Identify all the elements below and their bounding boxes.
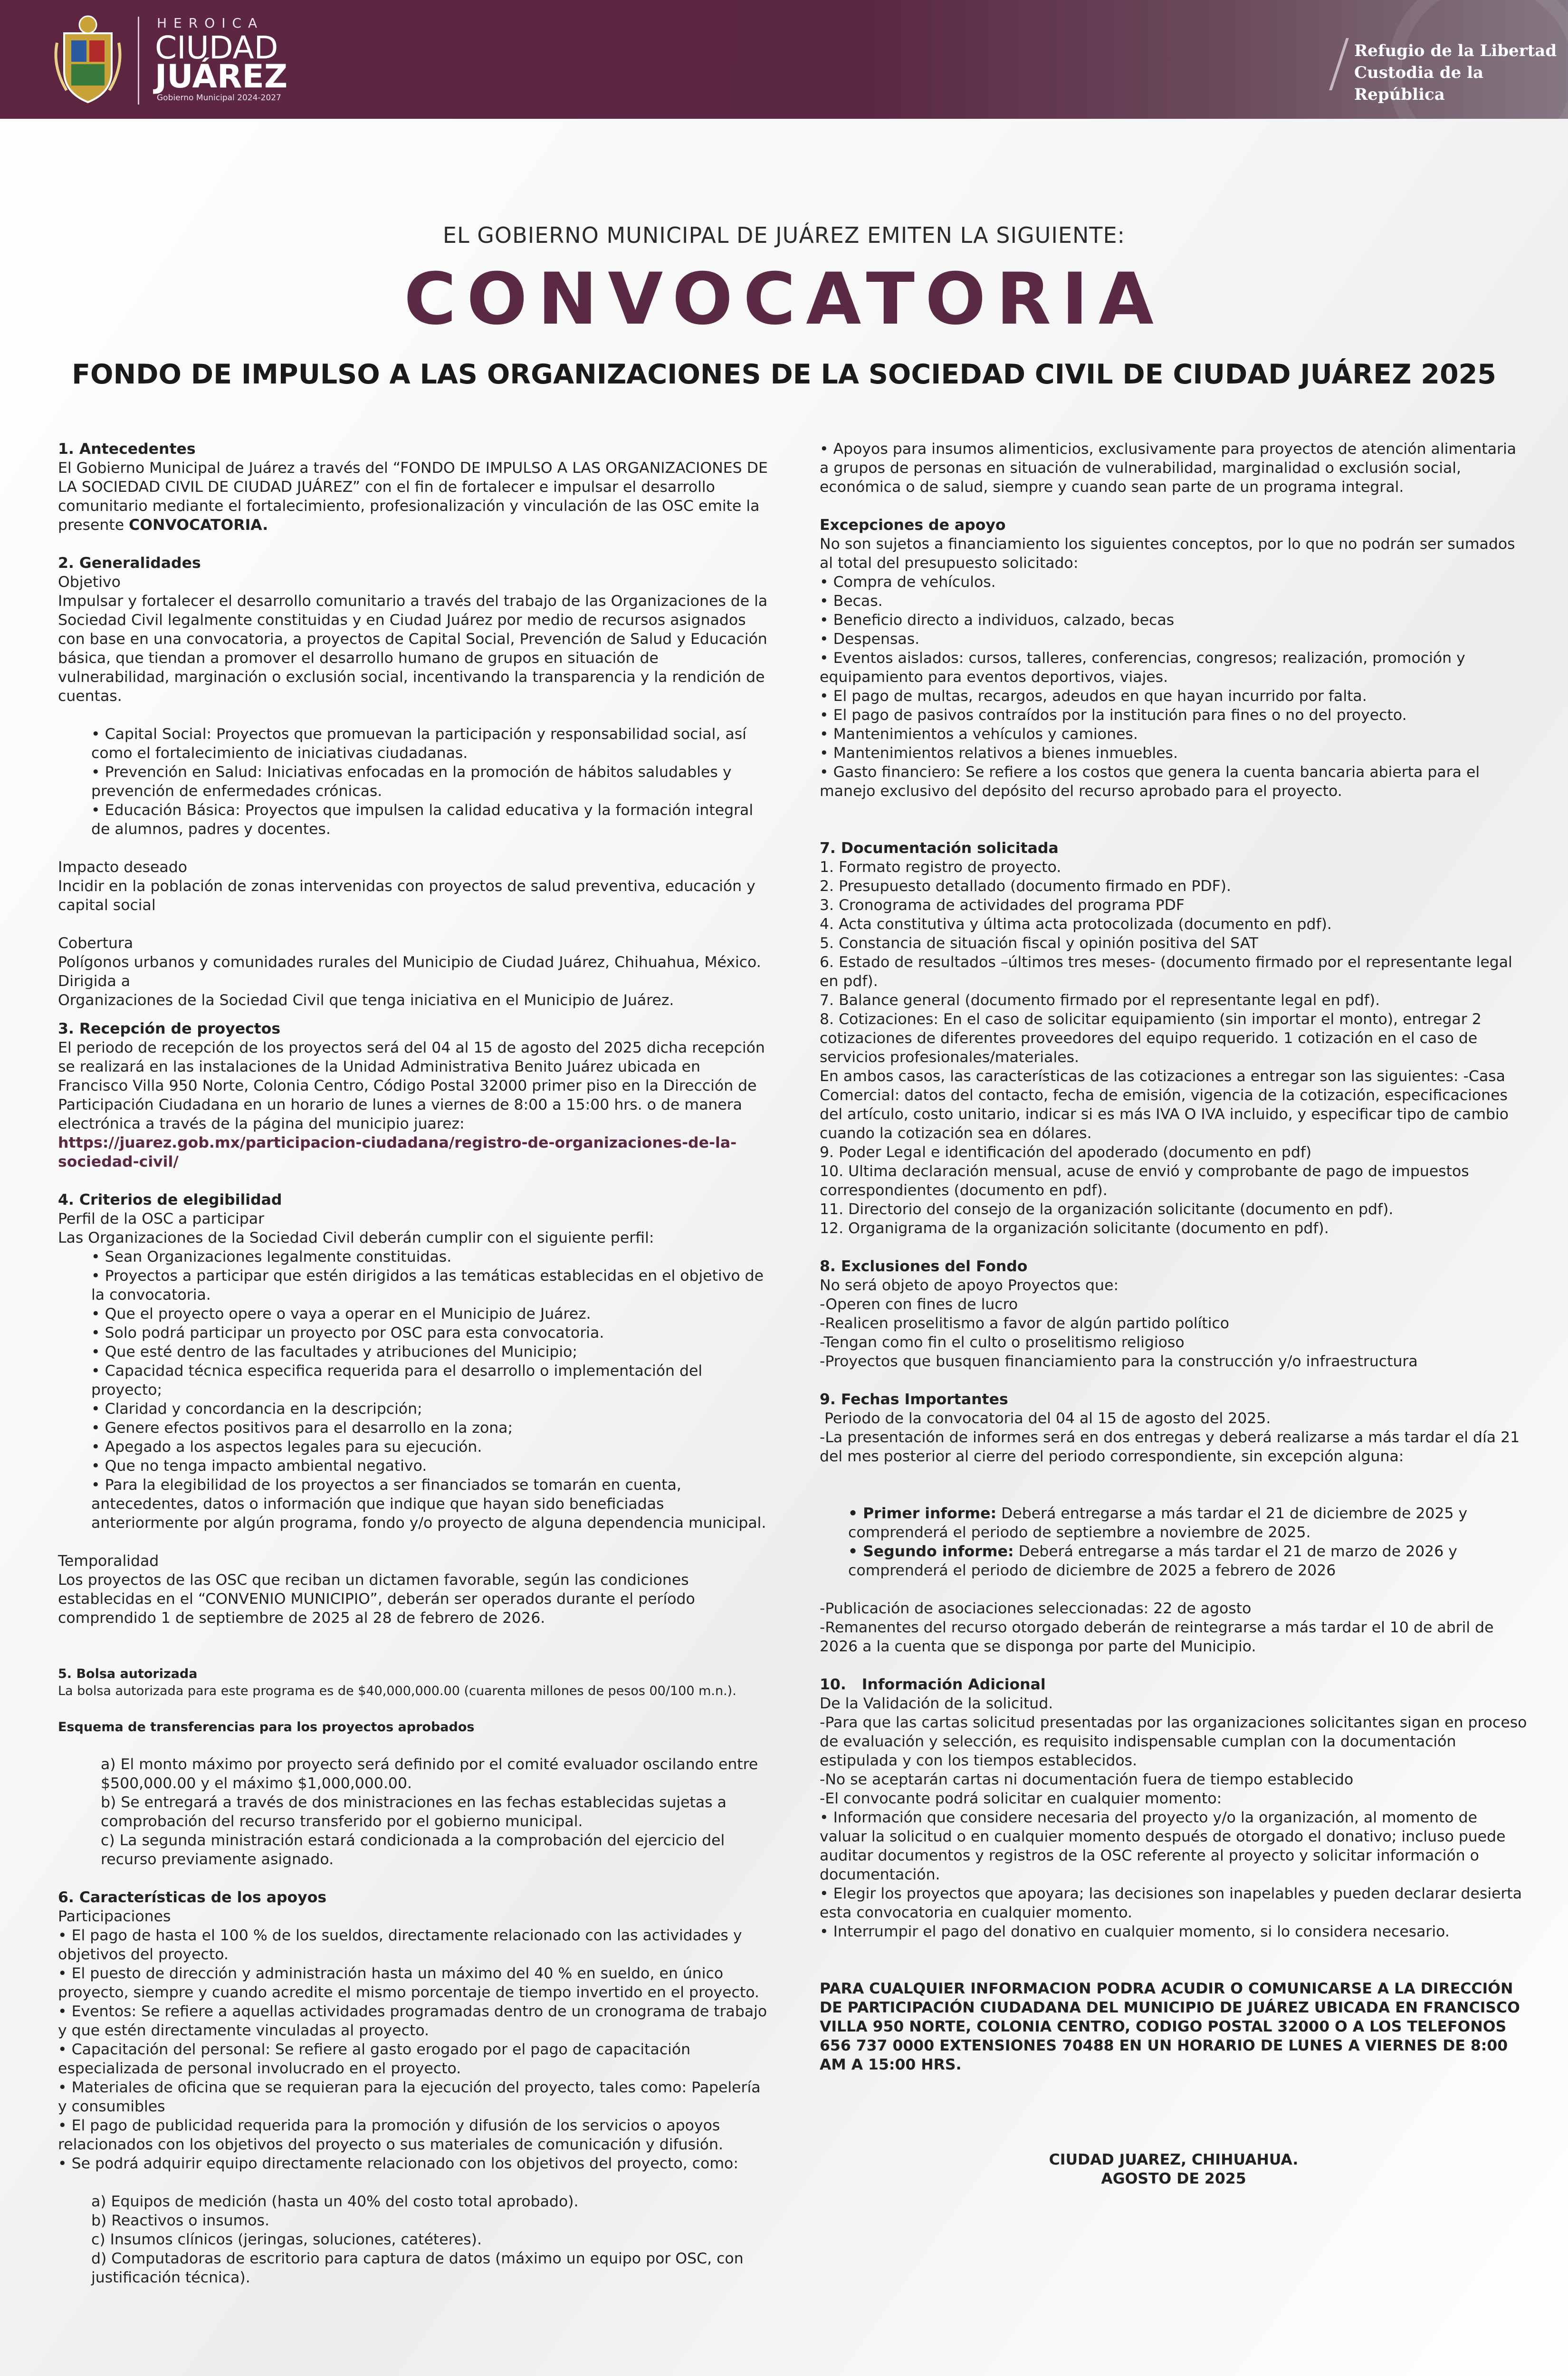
list-item: • Interrumpir el pago del donativo en cualquier momento, si lo considera necesario. — [820, 1923, 1450, 1940]
list-item: -Para que las cartas solicitud presentadas por las organizaciones solicitantes sigan en proceso de evaluación y selección, es requisito indispensable cumplan con la documentación estipulada y con los tiempos establecidos. — [820, 1714, 1527, 1769]
list-item: b) Reactivos o insumos. — [91, 2212, 269, 2229]
header-banner — [0, 0, 1568, 119]
list-item: -Operen con fines de lucro — [820, 1296, 1018, 1313]
list-item: En ambos casos, las características de las cotizaciones a entregar son las siguientes: -Casa Comercial: datos del contacto, fecha de emisión, vigencia de la cotización, especificaciones del artículo, costo unitario, indicar si es más IVA O IVA incluido, y especificar tipo de cambio cuando la cotización sea en dólares. — [820, 1068, 1509, 1142]
slogan-line-2: Custodia de la República — [1354, 63, 1484, 104]
report-list — [820, 1504, 1528, 1580]
list-item: 12. Organigrama de la organización solicitante (documento en pdf). — [820, 1220, 1329, 1237]
list-item: 10. Ultima declaración mensual, acuse de envió y comprobante de pago de impuestos correspondientes (documento en pdf). — [820, 1163, 1469, 1199]
section-heading: 3. Recepción de proyectos — [58, 1020, 281, 1037]
slogan — [1354, 40, 1568, 105]
list-item: • El pago de multas, recargos, adeudos en que hayan incurrido por falta. — [820, 688, 1367, 705]
paragraph: Impulsar y fortalecer el desarrollo comunitario a través del trabajo de las Organizaciones de la Sociedad Civil legalmente constituidas y en Ciudad Juárez por medio de recursos asignados con base en una convocatoria, a proyectos de Capital Social, Prevención de Salud y Educación básica, que tiendan a promover el desarrollo humano de grupos en situación de vulnerabilidad, marginación o exclusión social, incentivando la transparencia y la rendición de cuentas. — [58, 593, 768, 705]
list-item: • Compra de vehículos. — [820, 574, 996, 591]
section-heading: 6. Características de los apoyos — [58, 1889, 327, 1906]
section-heading: 5. Bolsa autorizada — [58, 1667, 198, 1681]
coat-of-arms-icon — [52, 14, 124, 105]
list-item: • Capacitación del personal: Se refiere al gasto erogado por el pago de capacitación especializada de personal involucrado en el proyecto. — [58, 2041, 691, 2077]
list-item: a) El monto máximo por proyecto será definido por el comité evaluador oscilando entre $500,000.00 y el máximo $1,000,000.00. — [101, 1756, 758, 1792]
paragraph: -Remanentes del recurso otorgado deberán de reintegrarse a más tardar el 10 de abril de 2026 a la cuenta que se disponga por parte del Municipio. — [820, 1619, 1494, 1655]
list-item: 4. Acta constitutiva y última acta protocolizada (documento en pdf). — [820, 916, 1332, 933]
section-heading: 4. Criterios de elegibilidad — [58, 1191, 282, 1208]
logo-juarez: JUÁREZ — [155, 58, 288, 96]
logo-ciudad: CIUDAD — [155, 29, 278, 66]
list-item: • Prevención en Salud: Iniciativas enfocadas en la promoción de hábitos saludables y prevención de enfermedades crónicas. — [91, 764, 732, 800]
list-item: • Apoyos para insumos alimenticios, exclusivamente para proyectos de atención alimentaria a grupos de personas en situación de vulnerabilidad, marginalidad o exclusión social, económica o de salud, siempre y cuando sean parte de un programa integral. — [820, 441, 1517, 496]
paragraph: Polígonos urbanos y comunidades rurales del Municipio de Ciudad Juárez, Chihuahua, México. — [58, 954, 761, 971]
paragraph-text: El Gobierno Municipal de Juárez a través del “FONDO DE IMPULSO A LAS ORGANIZACIONES DE LA SOCIEDAD CIVIL DE CIUDAD JUÁREZ” con el fin de fortalecer e impulsar el desarrollo comunitario mediante el fortalecimiento, profesionalización y vinculación de las OSC emite la presente — [58, 460, 768, 534]
section-heading: 9. Fechas Importantes — [820, 1391, 1008, 1408]
list-item: 5. Constancia de situación fiscal y opinión positiva del SAT — [820, 935, 1259, 952]
date: AGOSTO DE 2025 — [1101, 2170, 1246, 2187]
list-item: c) La segunda ministración estará condicionada a la comprobación del ejercicio del recurso previamente asignado. — [101, 1832, 725, 1868]
list-item: • Se podrá adquirir equipo directamente relacionado con los objetivos del proyecto, como: — [58, 2155, 738, 2172]
subheading: Cobertura — [58, 935, 134, 952]
list-item: • Que no tenga impacto ambiental negativo. — [91, 1457, 427, 1475]
paragraph: La bolsa autorizada para este programa es de $40,000,000.00 (cuarenta millones de pesos 00/100 m.n.). — [58, 1684, 736, 1698]
list-item: c) Insumos clínicos (jeringas, soluciones, catéteres). — [91, 2231, 482, 2248]
subheading: Participaciones — [58, 1908, 171, 1925]
list-item: 3. Cronograma de actividades del programa PDF — [820, 897, 1185, 914]
list-item: • El puesto de dirección y administración hasta un máximo del 40 % en sueldo, en único proyecto, siempre y cuando acredite el mismo porcentaje de tiempo invertido en el proyecto. — [58, 1965, 759, 2001]
paragraph-bold: CONVOCATORIA. — [129, 517, 268, 534]
section-heading: 10. Información Adicional — [820, 1676, 1046, 1693]
list-item: d) Computadoras de escritorio para captura de datos (máximo un equipo por OSC, con justificación técnica). — [91, 2250, 744, 2286]
list-item: • Eventos: Se refiere a aquellas actividades programadas dentro de un cronograma de trabajo y que estén directamente vinculadas al proyecto. — [58, 2003, 767, 2039]
list-item — [848, 1504, 1528, 1542]
registration-link[interactable]: https://juarez.gob.mx/participacion-ciudadana/registro-de-organizaciones-de-la-sociedad-civil/ — [58, 1134, 737, 1170]
list-item: • Que el proyecto opere o vaya a operar en el Municipio de Juárez. — [91, 1305, 591, 1322]
list-item — [848, 1542, 1528, 1580]
list-item: • Proyectos a participar que estén dirigidos a las temáticas establecidas en el objetivo de la convocatoria. — [91, 1267, 764, 1303]
list-item-text: Deberá entregarse a más tardar el 21 de marzo de 2026 y comprenderá el periodo de diciembre de 2025 a febrero de 2026 — [848, 1543, 1457, 1579]
paragraph: Las Organizaciones de la Sociedad Civil deberán cumplir con el siguiente perfil: — [58, 1229, 654, 1246]
left-column — [58, 440, 768, 2287]
list-item: • El pago de pasivos contraídos por la institución para fines o no del proyecto. — [820, 707, 1407, 724]
list-item: De la Validación de la solicitud. — [820, 1695, 1053, 1712]
subheading: Esquema de transferencias para los proyectos aprobados — [58, 1720, 475, 1734]
list-item: a) Equipos de medición (hasta un 40% del costo total aprobado). — [91, 2193, 579, 2210]
list-item: b) Se entregará a través de dos ministraciones en las fechas establecidas sujetas a comprobación del recurso transferido por el gobierno municipal. — [101, 1794, 727, 1830]
list-item: • Despensas. — [820, 631, 920, 648]
list-item: -Realicen proselitismo a favor de algún partido político — [820, 1315, 1230, 1332]
list-item: -No se aceptarán cartas ni documentación fuera de tiempo establecido — [820, 1771, 1354, 1788]
bullet-list — [58, 725, 768, 839]
section-heading: Excepciones de apoyo — [820, 517, 1006, 534]
page-title: CONVOCATORIA — [404, 258, 1164, 341]
list-item: • Capacidad técnica especifica requerida para el desarrollo o implementación del proyecto; — [91, 1362, 703, 1399]
paragraph: Los proyectos de las OSC que reciban un dictamen favorable, según las condiciones establecidas en el “CONVENIO MUNICIPIO”, deberán ser operados durante el período comprendido 1 de septiembre de 2025 al 28 de febrero de 2026. — [58, 1571, 695, 1627]
paragraph: Periodo de la convocatoria del 04 al 15 de agosto del 2025. — [820, 1410, 1271, 1427]
list-item: • Para la elegibilidad de los proyectos a ser financiados se tomarán en cuenta, antecedentes, datos o información que indique que hayan sido beneficiadas anteriormente por algún programa, fondo y/o proyecto de alguna dependencia municipal. — [91, 1476, 766, 1532]
list-item: • Mantenimientos a vehículos y camiones. — [820, 726, 1138, 743]
list-item: • Sean Organizaciones legalmente constituidas. — [91, 1248, 452, 1265]
contact-info: PARA CUALQUIER INFORMACION PODRA ACUDIR O COMUNICARSE A LA DIRECCIÓN DE PARTICIPACIÓN CIUDADANA DEL MUNICIPIO DE JUÁREZ UBICADA EN FRANCISCO VILLA 950 NORTE, COLONIA CENTRO, CODIGO POSTAL 32000 O A LOS TELEFONOS 656 737 0000 EXTENSIONES 70488 EN UN HORARIO DE LUNES A VIERNES DE 8:00 AM A 15:00 HRS. — [820, 1980, 1520, 2073]
list-item: • Claridad y concordancia en la descripción; — [91, 1400, 422, 1418]
list-item: -Proyectos que busquen financiamiento para la construcción y/o infraestructura — [820, 1353, 1418, 1370]
slogan-slash — [1329, 38, 1349, 90]
section-heading: 1. Antecedentes — [58, 441, 196, 458]
list-item: • Genere efectos positivos para el desarrollo en la zona; — [91, 1419, 513, 1437]
subheading: Objetivo — [58, 574, 121, 591]
list-item: • Apegado a los aspectos legales para su ejecución. — [91, 1438, 482, 1456]
paragraph: No son sujetos a financiamiento los siguientes conceptos, por lo que no podrán ser sumados al total del presupuesto solicitado: — [820, 536, 1515, 572]
list-item: • El pago de hasta el 100 % de los sueldos, directamente relacionado con las actividades y objetivos del proyecto. — [58, 1927, 742, 1963]
right-column — [820, 440, 1528, 2188]
subheading: Perfil de la OSC a participar — [58, 1210, 265, 1227]
paragraph: Incidir en la población de zonas intervenidas con proyectos de salud preventiva, educación y capital social — [58, 878, 755, 914]
list-item: 7. Balance general (documento firmado por el representante legal en pdf). — [820, 992, 1380, 1009]
section-heading: 2. Generalidades — [58, 555, 201, 572]
page-subtitle: FONDO DE IMPULSO A LAS ORGANIZACIONES DE LA SOCIEDAD CIVIL DE CIUDAD JUÁREZ 2025 — [72, 359, 1496, 390]
list-item: • Mantenimientos relativos a bienes inmuebles. — [820, 745, 1178, 762]
bullet-list — [58, 1247, 768, 1533]
list-item: • Que esté dentro de las facultades y atribuciones del Municipio; — [91, 1343, 578, 1360]
list-item: • Elegir los proyectos que apoyara; las decisiones son inapelables y pueden declarar desierta esta convocatoria en cualquier momento. — [820, 1885, 1522, 1921]
logo-divider — [138, 17, 139, 105]
intro-heading: EL GOBIERNO MUNICIPAL DE JUÁREZ EMITEN LA SIGUIENTE: — [442, 222, 1126, 248]
paragraph: -La presentación de informes será en dos entregas y deberá realizarse a más tardar el día 21 del mes posterior al cierre del periodo correspondiente, sin excepción alguna: — [820, 1429, 1520, 1465]
section-heading: 8. Exclusiones del Fondo — [820, 1258, 1028, 1275]
logo-heroica: HEROICA — [157, 15, 264, 31]
ordered-list — [58, 2192, 768, 2287]
list-item: • Eventos aislados: cursos, talleres, conferencias, congresos; realización, promoción y equipamiento para eventos deportivos, viajes. — [820, 650, 1465, 686]
list-item: 9. Poder Legal e identificación del apoderado (documento en pdf) — [820, 1144, 1312, 1161]
place: CIUDAD JUAREZ, CHIHUAHUA. — [1049, 2151, 1299, 2168]
list-item-label: • Primer informe: — [848, 1505, 997, 1522]
list-item-text: Deberá entregarse a más tardar el 21 de diciembre de 2025 y comprenderá el periodo de septiembre a noviembre de 2025. — [848, 1505, 1468, 1541]
list-item: • El pago de publicidad requerida para la promoción y difusión de los servicios o apoyos relacionados con los objetivos del proyecto o sus materiales de comunicación y difusión. — [58, 2117, 724, 2153]
paragraph — [58, 1038, 768, 1171]
list-item: -El convocante podrá solicitar en cualquier momento: — [820, 1790, 1222, 1807]
list-item: • Solo podrá participar un proyecto por OSC para esta convocatoria. — [91, 1324, 604, 1341]
subheading: Impacto deseado — [58, 859, 187, 876]
paragraph — [58, 459, 768, 535]
ordered-list — [58, 1755, 768, 1869]
list-item: 1. Formato registro de proyecto. — [820, 859, 1061, 876]
paragraph: No será objeto de apoyo Proyectos que: — [820, 1277, 1119, 1294]
slogan-line-1: Refugio de la Libertad — [1354, 41, 1557, 60]
paragraph: Organizaciones de la Sociedad Civil que tenga iniciativa en el Municipio de Juárez. — [58, 992, 674, 1009]
section-heading: 7. Documentación solicitada — [820, 840, 1059, 857]
list-item: • Becas. — [820, 593, 883, 610]
list-item: -Tengan como fin el culto o proselitismo religioso — [820, 1334, 1185, 1351]
subheading: Dirigida a — [58, 973, 131, 990]
list-item: 11. Directorio del consejo de la organización solicitante (documento en pdf). — [820, 1201, 1394, 1218]
list-item: • Información que considere necesaria del proyecto y/o la organización, al momento de valuar la solicitud o en cualquier momento después de otorgado el donativo; incluso puede auditar documentos y registros de la OSC referente al proyecto y solicitar información o documentación. — [820, 1809, 1506, 1883]
list-item: 2. Presupuesto detallado (documento firmado en PDF). — [820, 878, 1232, 895]
list-item: • Gasto financiero: Se refiere a los costos que genera la cuenta bancaria abierta para el manejo exclusivo del depósito del recurso aprobado para el proyecto. — [820, 764, 1480, 800]
list-item: 8. Cotizaciones: En el caso de solicitar equipamiento (sin importar el monto), entregar 2 cotizaciones de diferentes proveedores del equipo requerido. 1 cotización en el caso de servicios profesionales/materiales. — [820, 1011, 1482, 1066]
paragraph: -Publicación de asociaciones seleccionadas: 22 de agosto — [820, 1600, 1252, 1617]
subheading: Temporalidad — [58, 1552, 159, 1570]
logo-gobierno: Gobierno Municipal 2024-2027 — [157, 93, 281, 103]
list-item: • Materiales de oficina que se requieran para la ejecución del proyecto, tales como: Papelería y consumibles — [58, 2079, 761, 2115]
list-item-label: • Segundo informe: — [848, 1543, 1014, 1560]
list-item: • Capital Social: Proyectos que promuevan la participación y responsabilidad social, así como el fortalecimiento de iniciativas ciudadanas. — [91, 726, 746, 762]
list-item: • Beneficio directo a individuos, calzado, becas — [820, 612, 1175, 629]
paragraph-text: El periodo de recepción de los proyectos será del 04 al 15 de agosto del 2025 dicha recepción se realizará en las instalaciones de la Unidad Administrativa Benito Juárez ubicada en Francisco Villa 950 Norte, Colonia Centro, Código Postal 32000 primer piso en la Dirección de Participación Ciudadana en un horario de lunes a viernes de 8:00 a 15:00 hrs. o de manera electrónica a través de la página del municipio juarez: — [58, 1039, 765, 1132]
list-item: 6. Estado de resultados –últimos tres meses- (documento firmado por el representante legal en pdf). — [820, 954, 1512, 990]
list-item: • Educación Básica: Proyectos que impulsen la calidad educativa y la formación integral de alumnos, padres y docentes. — [91, 802, 754, 838]
